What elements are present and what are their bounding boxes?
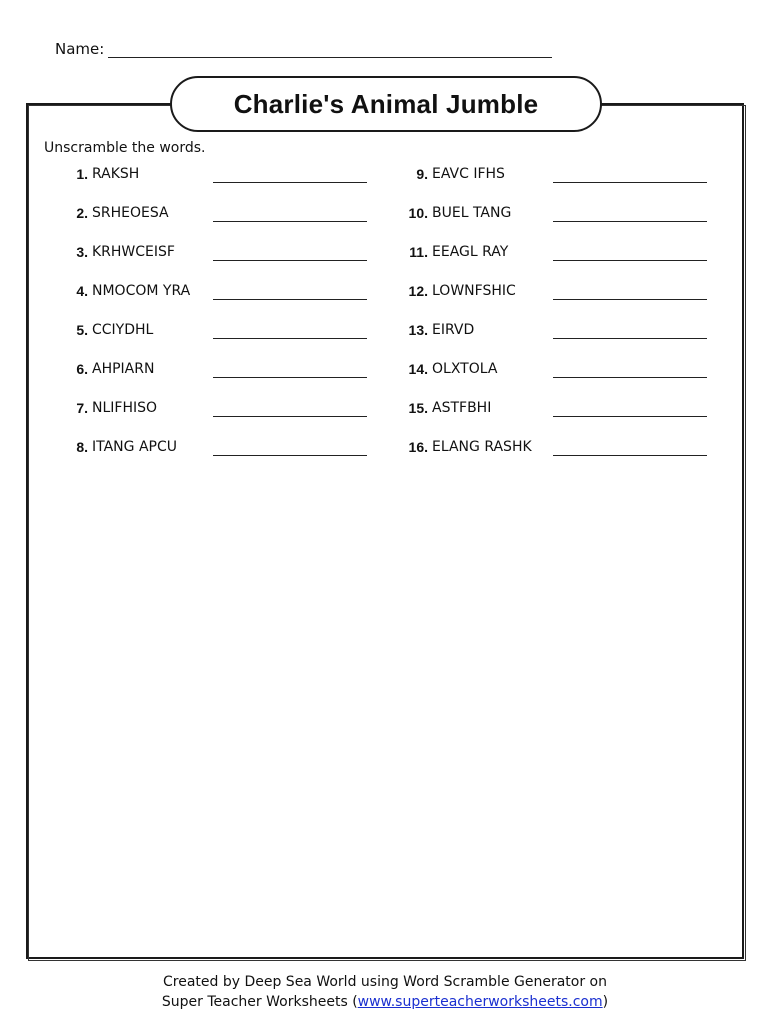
item-number: 5. xyxy=(76,322,88,338)
answer-line[interactable] xyxy=(553,338,707,339)
footer-prefix: Super Teacher Worksheets ( xyxy=(161,994,358,1010)
item-number: 1. xyxy=(76,166,88,182)
list-item xyxy=(58,283,378,322)
item-number: 2. xyxy=(76,205,88,221)
list-item xyxy=(398,361,718,400)
list-item xyxy=(398,205,718,244)
answer-line[interactable] xyxy=(553,221,707,222)
name-label: Name: xyxy=(55,40,105,58)
list-item xyxy=(398,439,718,478)
footer-line-2 xyxy=(0,992,770,1012)
item-number: 3. xyxy=(76,244,88,260)
site-link[interactable]: www.superteacherworksheets.com xyxy=(357,994,603,1010)
footer-line-1: Created by Deep Sea World using Word Scramble Generator on xyxy=(162,974,607,990)
list-item xyxy=(58,244,378,283)
list-item xyxy=(398,400,718,439)
answer-line[interactable] xyxy=(213,416,367,417)
name-row xyxy=(55,40,552,58)
list-item xyxy=(58,322,378,361)
answer-line[interactable] xyxy=(213,338,367,339)
item-number: 14. xyxy=(408,361,428,377)
list-item xyxy=(58,205,378,244)
title-banner xyxy=(170,76,602,132)
list-item xyxy=(58,361,378,400)
footer-credit xyxy=(0,972,770,1012)
scrambled-word: OLXTOLA xyxy=(432,361,498,377)
list-item xyxy=(58,166,378,205)
item-number: 15. xyxy=(408,400,428,416)
scrambled-word: EEAGL RAY xyxy=(432,244,509,260)
name-field[interactable] xyxy=(108,41,552,58)
answer-line[interactable] xyxy=(553,416,707,417)
answer-line[interactable] xyxy=(553,182,707,183)
scrambled-word: EIRVD xyxy=(432,322,475,338)
scrambled-word: NMOCOM YRA xyxy=(92,283,191,299)
item-number: 7. xyxy=(76,400,88,416)
scrambled-word: AHPIARN xyxy=(92,361,155,377)
list-item xyxy=(58,439,378,478)
scrambled-word: KRHWCEISF xyxy=(92,244,175,260)
answer-line[interactable] xyxy=(213,182,367,183)
answer-line[interactable] xyxy=(553,455,707,456)
word-list-right xyxy=(398,166,718,478)
scrambled-word: ITANG APCU xyxy=(92,439,177,455)
item-number: 10. xyxy=(408,205,428,221)
footer-suffix: ) xyxy=(602,994,609,1010)
item-number: 4. xyxy=(76,283,88,299)
answer-line[interactable] xyxy=(553,299,707,300)
list-item xyxy=(398,322,718,361)
item-number: 8. xyxy=(76,439,88,455)
scrambled-word: BUEL TANG xyxy=(432,205,512,221)
scrambled-word: LOWNFSHIC xyxy=(432,283,516,299)
answer-line[interactable] xyxy=(213,377,367,378)
item-number: 11. xyxy=(409,244,428,260)
scrambled-word: EAVC IFHS xyxy=(432,166,505,182)
scrambled-word: SRHEOESA xyxy=(92,205,169,221)
answer-line[interactable] xyxy=(213,299,367,300)
list-item xyxy=(398,283,718,322)
answer-line[interactable] xyxy=(553,260,707,261)
scrambled-word: CCIYDHL xyxy=(92,322,154,338)
answer-line[interactable] xyxy=(553,377,707,378)
scrambled-word: ELANG RASHK xyxy=(432,439,532,455)
item-number: 16. xyxy=(408,439,428,455)
answer-line[interactable] xyxy=(213,260,367,261)
scrambled-word: ASTFBHI xyxy=(432,400,492,416)
list-item xyxy=(398,244,718,283)
item-number: 12. xyxy=(408,283,428,299)
item-number: 6. xyxy=(76,361,88,377)
list-item xyxy=(58,400,378,439)
scrambled-word: NLIFHISO xyxy=(92,400,158,416)
answer-line[interactable] xyxy=(213,221,367,222)
item-number: 13. xyxy=(408,322,428,338)
list-item xyxy=(398,166,718,205)
answer-line[interactable] xyxy=(213,455,367,456)
instructions: Unscramble the words. xyxy=(44,140,206,156)
scrambled-word: RAKSH xyxy=(92,166,140,182)
word-list-left xyxy=(58,166,378,478)
item-number: 9. xyxy=(416,166,428,182)
page-title: Charlie's Animal Jumble xyxy=(233,88,539,119)
